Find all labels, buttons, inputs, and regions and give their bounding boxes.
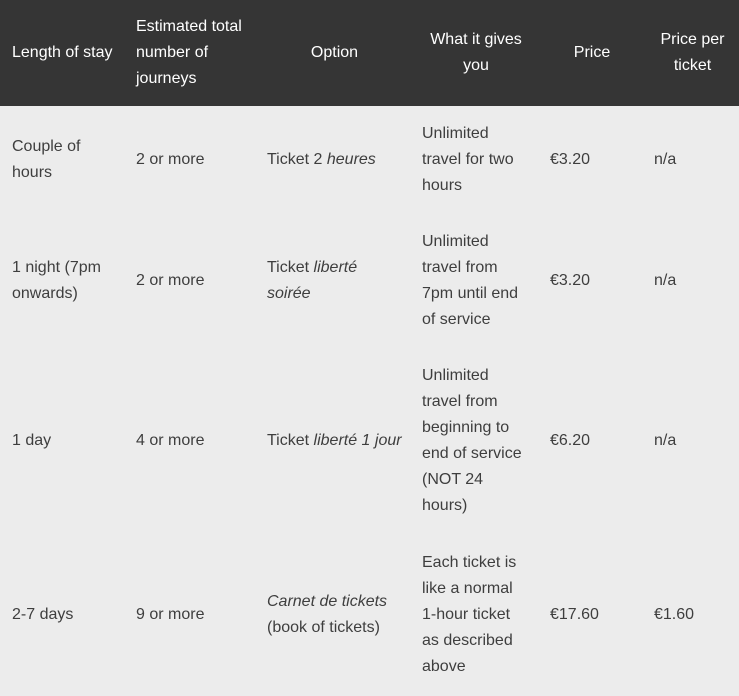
header-price-per-ticket: Price per ticket: [660, 31, 725, 74]
cell-price: €17.60: [550, 606, 599, 623]
cell-option: [255, 348, 410, 534]
cell-journeys: 2 or more: [136, 151, 205, 168]
cell-length: 2-7 days: [12, 606, 74, 623]
option-italic: heures: [326, 151, 376, 168]
option-prefix: Ticket: [267, 259, 314, 276]
cell-gives: Unlimited travel for two hours: [422, 125, 514, 194]
cell-price: €6.20: [550, 432, 591, 449]
option-prefix: Ticket: [267, 432, 314, 449]
cell-journeys: 4 or more: [136, 432, 205, 449]
cell-option: [255, 106, 410, 214]
cell-length: 1 day: [12, 432, 52, 449]
header-price: Price: [573, 44, 611, 61]
table-row: [0, 534, 739, 696]
header-length-of-stay: Length of stay: [12, 44, 113, 61]
table-row: [0, 106, 739, 214]
cell-length: Couple of hours: [12, 138, 81, 181]
header-option: Option: [310, 44, 359, 61]
cell-price-per-ticket: €1.60: [654, 606, 695, 623]
cell-price-per-ticket: n/a: [654, 151, 677, 168]
option-prefix: Ticket 2: [267, 151, 327, 168]
table-header: [0, 0, 739, 106]
cell-gives: Unlimited travel from beginning to end of service (NOT 24 hours): [422, 367, 522, 514]
cell-price: €3.20: [550, 151, 591, 168]
cell-gives: Unlimited travel from 7pm until end of service: [422, 233, 519, 328]
header-row: [0, 0, 739, 106]
cell-journeys: 9 or more: [136, 606, 205, 623]
header-estimated-journeys: Estimated total number of journeys: [136, 18, 242, 87]
option-italic: Carnet de tickets: [267, 593, 388, 610]
option-suffix: (book of tickets): [267, 619, 380, 636]
cell-option: [255, 534, 410, 696]
cell-length: 1 night (7pm onwards): [12, 259, 101, 302]
table-body: [0, 106, 739, 696]
cell-price-per-ticket: n/a: [654, 432, 677, 449]
option-italic: liberté soirée: [267, 259, 358, 302]
cell-gives: Each ticket is like a normal 1-hour ticket as described above: [422, 554, 517, 675]
cell-price: €3.20: [550, 272, 591, 289]
table-row: [0, 214, 739, 348]
cell-journeys: 2 or more: [136, 272, 205, 289]
header-what-it-gives: What it gives you: [430, 31, 522, 74]
cell-price-per-ticket: n/a: [654, 272, 677, 289]
option-italic: liberté 1 jour: [313, 432, 402, 449]
table-row: [0, 348, 739, 534]
cell-option: [255, 214, 410, 348]
